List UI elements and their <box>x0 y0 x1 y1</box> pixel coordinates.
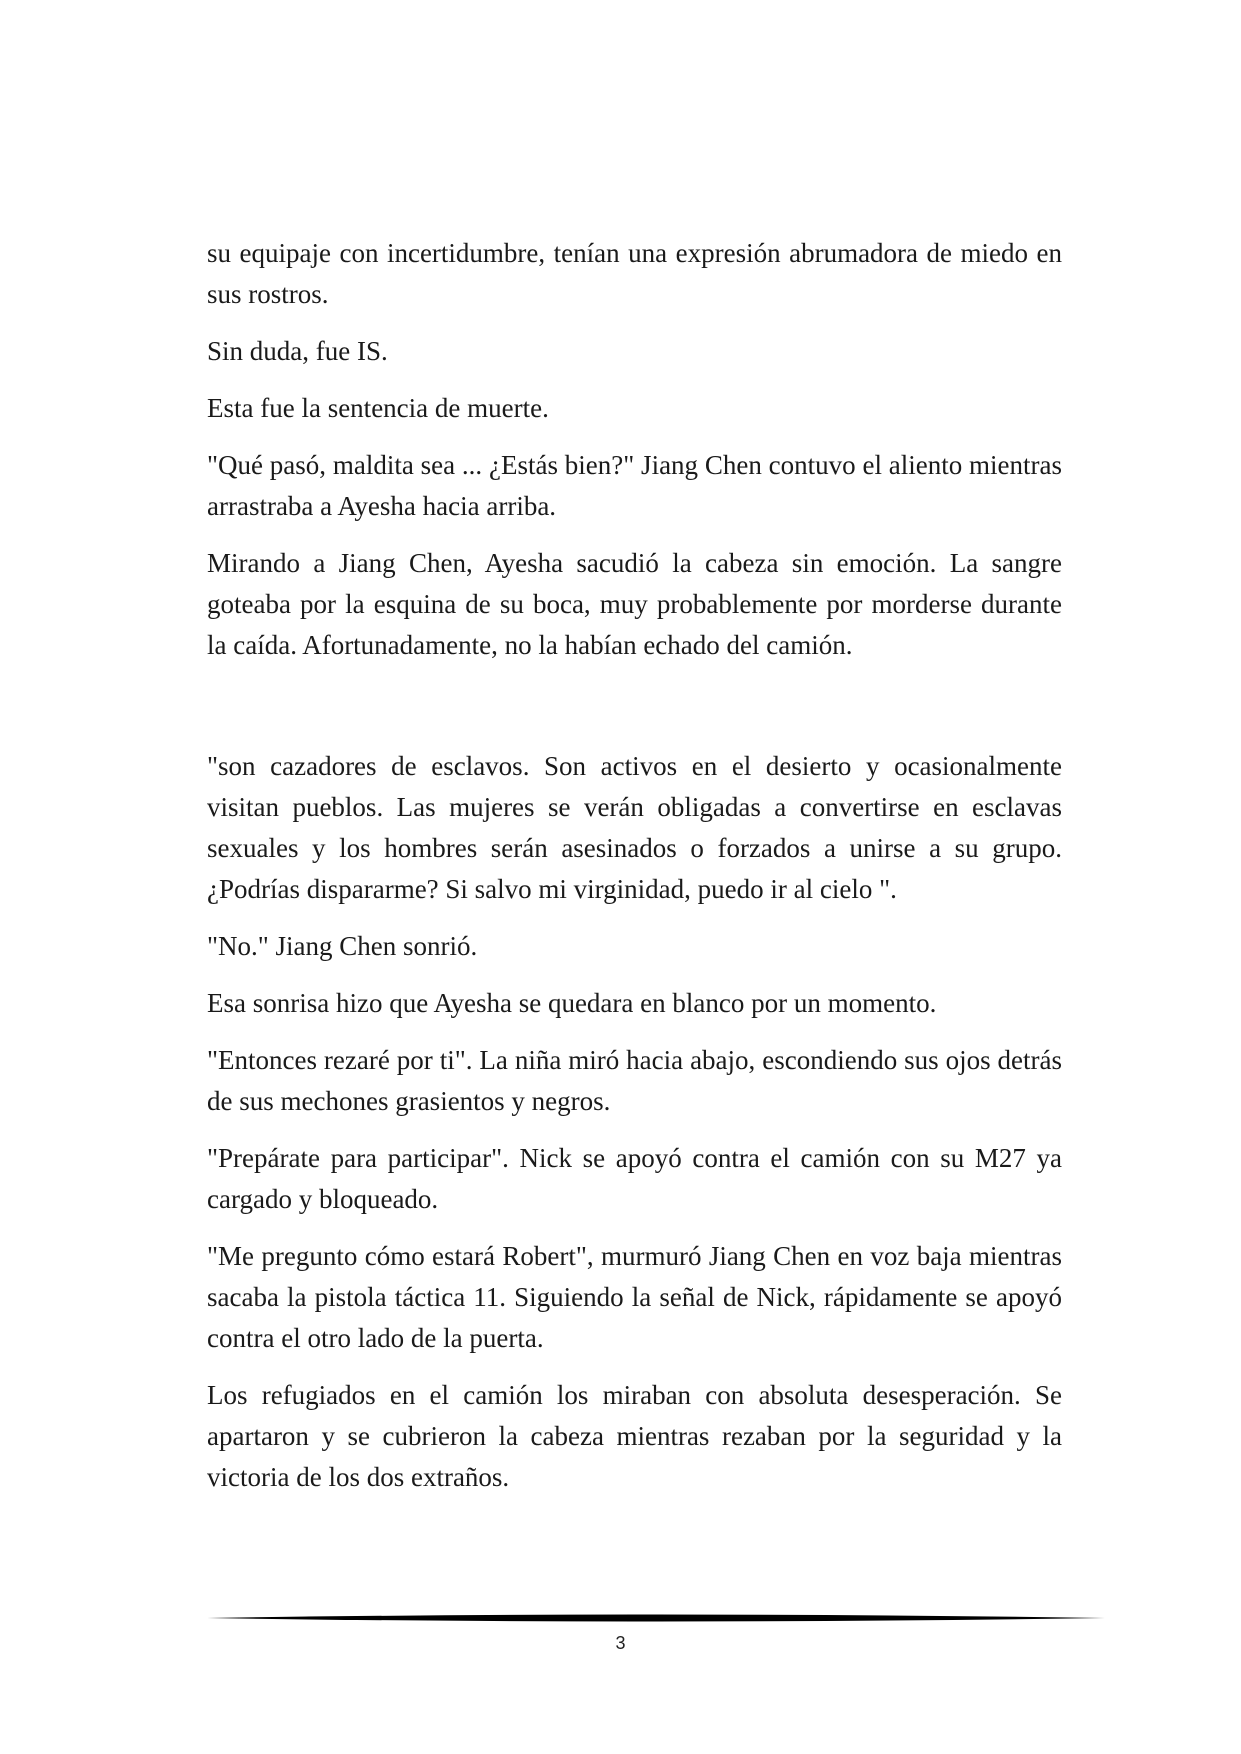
paragraph: "Me pregunto cómo estará Robert", murmuró Jiang Chen en voz baja mientras sacaba la pistola táctica 11. Siguiendo la señal de Nick, rápidamente se apoyó contra el otro lado de la puerta. <box>207 1241 1062 1353</box>
paragraph: "Prepárate para participar". Nick se apoyó contra el camión con su M27 ya cargado y bloqueado. <box>207 1143 1062 1214</box>
paragraph: "No." Jiang Chen sonrió. <box>207 931 478 961</box>
footer-rule <box>207 1612 1105 1624</box>
paragraph: Esa sonrisa hizo que Ayesha se quedara en blanco por un momento. <box>207 988 937 1018</box>
paragraph: Esta fue la sentencia de muerte. <box>207 393 549 423</box>
paragraph: Mirando a Jiang Chen, Ayesha sacudió la cabeza sin emoción. La sangre goteaba por la esquina de su boca, muy probablemente por morderse durante la caída. Afortunadamente, no la habían echado del camión. <box>207 548 1062 660</box>
paragraph: su equipaje con incertidumbre, tenían una expresión abrumadora de miedo en sus rostros. <box>207 238 1062 309</box>
paragraph: "son cazadores de esclavos. Son activos en el desierto y ocasionalmente visitan pueblos. Las mujeres se verán obligadas a convertirse en esclavas sexuales y los hombres serán asesinados o forzados a unirse a su grupo. ¿Podrías dispararme? Si salvo mi virginidad, puedo ir al cielo ". <box>207 751 1062 904</box>
paragraph: "Qué pasó, maldita sea ... ¿Estás bien?" Jiang Chen contuvo el aliento mientras arrastraba a Ayesha hacia arriba. <box>207 450 1062 521</box>
text-section-bottom <box>207 746 1062 1514</box>
paragraph: Los refugiados en el camión los miraban con absoluta desesperación. Se apartaron y se cubrieron la cabeza mientras rezaban por la seguridad y la victoria de los dos extraños. <box>207 1380 1062 1492</box>
text-section-top <box>207 233 1062 682</box>
paragraph: "Entonces rezaré por ti". La niña miró hacia abajo, escondiendo sus ojos detrás de sus mechones grasientos y negros. <box>207 1045 1062 1116</box>
paragraph: Sin duda, fue IS. <box>207 336 388 366</box>
page-number: 3 <box>615 1633 626 1653</box>
